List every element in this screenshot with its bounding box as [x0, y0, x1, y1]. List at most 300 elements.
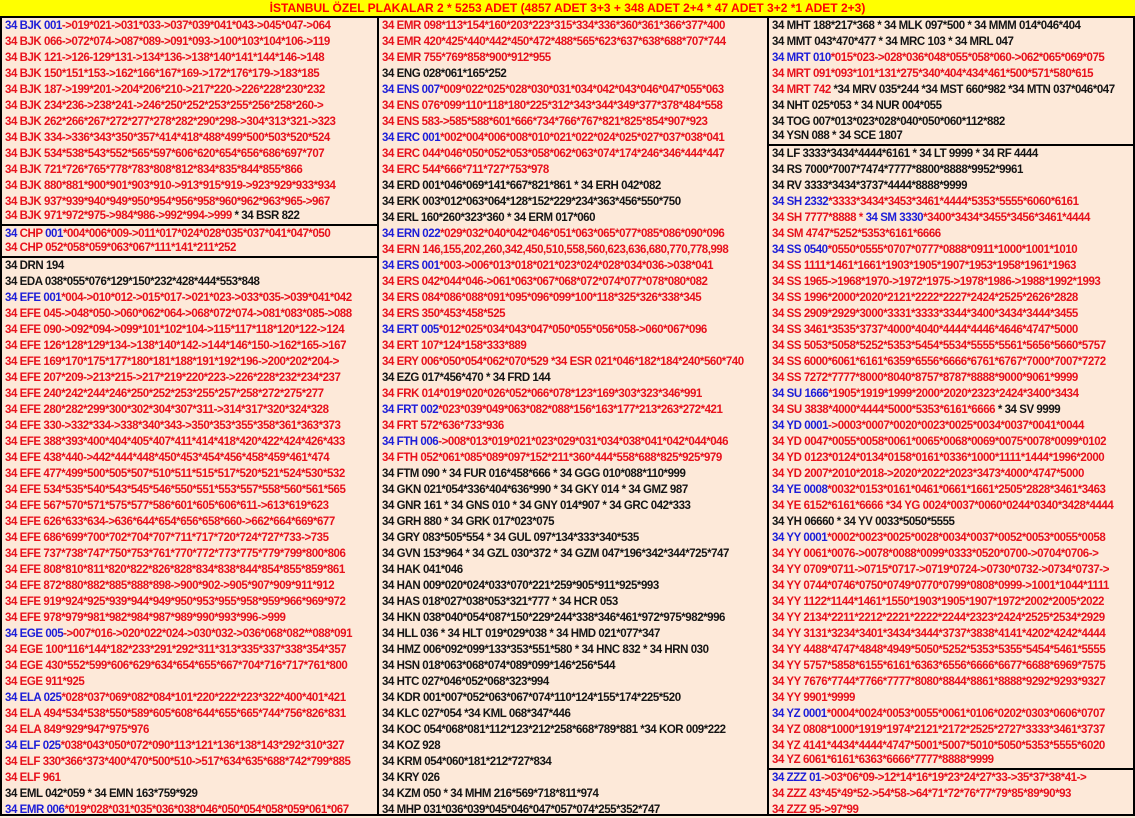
plate-row	[379, 82, 767, 98]
plate-row	[769, 210, 1133, 226]
plate-row	[2, 626, 377, 642]
plate-entry: 34 ZZZ 95->97*99	[772, 804, 859, 814]
plate-row	[379, 434, 767, 450]
plate-row	[769, 50, 1133, 66]
plate-row	[379, 386, 767, 402]
plate-row	[2, 770, 377, 786]
plate-entry: 34 ENS 007	[382, 84, 440, 96]
plate-row	[769, 258, 1133, 274]
plate-row	[2, 50, 377, 66]
plate-row	[2, 530, 377, 546]
plate-entry: 34 YY 0061*0076->0078*0088*0099*0333*0520*0700->0704*0706->	[772, 548, 1099, 560]
plate-entry: *004*006*009->011*017*024*028*035*037*041*047*050	[62, 228, 331, 240]
plate-entry: 34 ZZZ 01	[772, 772, 821, 784]
plate-entry: 34 YY 0744*0746*0750*0749*0770*0799*0808*0999->1001*1044*1111	[772, 580, 1109, 592]
plate-row	[769, 802, 1133, 814]
plate-row	[769, 738, 1133, 754]
plate-entry: ->0003*0007*0020*0023*0025*0034*0037*0041*0044	[828, 420, 1084, 432]
title-bar	[0, 0, 1135, 18]
plate-entry: 34 ERT 107*124*158*333*889	[382, 340, 527, 352]
plate-row	[2, 642, 377, 658]
plate-entry: 34 HLL 036 * 34 HLT 019*029*038 * 34 HMD 021*077*347	[382, 628, 660, 640]
plate-entry: 34 ERN 146,155,202,260,342,450,510,558,560,623,636,680,770,778,998	[382, 244, 729, 256]
plate-row	[379, 274, 767, 290]
plate-row	[2, 34, 377, 50]
plate-row	[769, 402, 1133, 418]
plate-row	[769, 754, 1133, 770]
plate-entry: 34 EFE 001	[5, 292, 62, 304]
plate-entry: 34 YY 4488*4747*4848*4949*5050*5252*5353*5355*5454*5461*5555	[772, 644, 1106, 656]
plate-entry: 34 ENS 583->585*588*601*666*734*766*767*821*825*854*907*923	[382, 116, 708, 128]
plate-row	[2, 178, 377, 194]
plate-row	[379, 66, 767, 82]
plate-entry: 34 MHP 031*036*039*045*046*047*057*074*255*352*747	[382, 804, 660, 814]
plate-entry: 34 EFE 330->332*334->338*340*343->350*353*355*358*361*363*373	[5, 420, 341, 432]
plate-row	[379, 290, 767, 306]
plate-row	[769, 66, 1133, 82]
plate-row	[379, 338, 767, 354]
plate-entry: 34 GVN 153*964 * 34 GZL 030*372 * 34 GZM 047*196*342*344*725*747	[382, 548, 729, 560]
plate-entry: 34 MRT 742	[772, 84, 834, 96]
plate-row	[379, 610, 767, 626]
plate-row	[379, 114, 767, 130]
plate-row	[2, 466, 377, 482]
plate-entry: 34 CHP 052*058*059*063*067*111*141*211*252	[5, 242, 236, 254]
plate-entry: 34 BJK 066->072*074->087*089->091*093->100*103*104*106->119	[5, 36, 330, 48]
plate-row	[379, 770, 767, 786]
plate-entry: 34 YD 0047*0055*0058*0061*0065*0068*0069*0075*0078*0099*0102	[772, 436, 1107, 448]
plate-entry: 34 GKN 021*054*336*404*636*990 * 34 GKY 014 * 34 GMZ 987	[382, 484, 688, 496]
plate-row	[2, 674, 377, 690]
plate-entry: 34 EFE 045->048*050->060*062*064->068*072*074->081*083*085->088	[5, 308, 352, 320]
plate-row	[769, 498, 1133, 514]
plate-entry: 34 TOG 007*013*023*028*040*050*060*112*882	[772, 116, 1005, 128]
plate-entry: 34 YE 0008	[772, 484, 828, 496]
plate-entry: 34 FRT 572*636*733*936	[382, 420, 504, 432]
plate-entry: *0004*0024*0053*0055*0061*0106*0202*0303*0606*0707	[826, 708, 1105, 720]
plate-entry: 34 EFE 169*170*175*177*180*181*188*191*192*196->200*202*204->	[5, 356, 339, 368]
plate-row	[769, 114, 1133, 130]
plate-entry: 34 SH 7777*8888 *	[772, 212, 866, 224]
plate-entry: *015*023->028*036*048*055*058*060->062*065*069*075	[830, 52, 1105, 64]
plate-entry: 34 ENG 028*061*165*252	[382, 68, 507, 80]
plate-entry: 34 EFE 477*499*500*505*507*510*511*515*517*520*521*524*530*532	[5, 468, 345, 480]
plate-row	[379, 242, 767, 258]
plate-entry: 34 NHT 025*053 * 34 NUR 004*055	[772, 100, 942, 112]
plate-row	[769, 642, 1133, 658]
plate-entry: 34 EGE 430*552*599*606*629*634*654*655*667*704*716*717*761*800	[5, 660, 348, 672]
plate-row	[769, 690, 1133, 706]
plate-entry: 34 EZG 017*456*470 * 34 FRD 144	[382, 372, 551, 384]
plate-entry: 34 SH 2332	[772, 196, 829, 208]
plate-row	[379, 690, 767, 706]
plate-entry: *3400*3434*3455*3456*3461*4444	[923, 212, 1090, 224]
plate-entry: 34 YY 3131*3234*3401*3434*3444*3737*3838*4141*4202*4242*4444	[772, 628, 1106, 640]
plate-row	[2, 370, 377, 386]
plate-row	[769, 514, 1133, 530]
plate-row	[769, 658, 1133, 674]
plate-row	[2, 226, 377, 242]
plate-entry: 34 BJK 534*538*543*552*565*597*606*620*654*656*686*697*707	[5, 148, 325, 160]
plate-row	[769, 626, 1133, 642]
plate-entry: 34 BJK 971*972*975->984*986->992*994->999	[5, 210, 235, 222]
plate-entry: 34 KZM 050 * 34 MHM 216*569*718*811*974	[382, 788, 599, 800]
plate-entry: *0032*0153*0161*0461*0661*1661*2505*2828*3461*3463	[827, 484, 1106, 496]
plate-row	[2, 690, 377, 706]
plate-entry: *009*022*025*028*030*031*034*042*043*046*047*055*063	[439, 84, 724, 96]
plate-entry: 34 ENS 076*099*110*118*180*225*312*343*344*349*377*378*484*558	[382, 100, 723, 112]
plate-row	[2, 322, 377, 338]
plate-row	[769, 482, 1133, 498]
plate-entry: 34 ELA 849*929*947*975*976	[5, 724, 149, 736]
plate-row	[379, 626, 767, 642]
plate-row	[2, 722, 377, 738]
plate-row	[379, 418, 767, 434]
plate-entry: 34 SS 1111*1461*1661*1903*1905*1907*1953*1958*1961*1963	[772, 260, 1076, 272]
plate-row	[2, 450, 377, 466]
plate-entry: *029*032*040*042*046*051*063*065*077*085*086*090*096	[440, 228, 725, 240]
plate-row	[2, 194, 377, 210]
plate-row	[2, 98, 377, 114]
plate-row	[379, 498, 767, 514]
plate-entry: 34 YY 9901*9999	[772, 692, 855, 704]
plate-entry: 34 ERS 350*453*458*525	[382, 308, 506, 320]
plate-entry: 34 SS 7272*7777*8000*8040*8757*8787*8888*9000*9061*9999	[772, 372, 1078, 384]
plate-row	[769, 722, 1133, 738]
plate-entry: 34 ELF 330*366*373*400*470*500*510->517*634*635*688*742*799*885	[5, 756, 351, 768]
plate-row	[2, 354, 377, 370]
plate-entry: 34 EGE 911*925	[5, 676, 85, 688]
plate-row	[379, 402, 767, 418]
plate-entry: * 34 SV 9999	[997, 404, 1061, 416]
plate-row	[379, 594, 767, 610]
plate-row	[2, 738, 377, 754]
plate-entry: 34 YY 0001	[772, 532, 828, 544]
plate-row	[2, 546, 377, 562]
plate-entry: 34 MRT 010	[772, 52, 831, 64]
plate-entry: 34 SU 1666	[772, 388, 829, 400]
plate-entry: 34 YY 5757*5858*6155*6161*6363*6556*6666*6677*6688*6969*7575	[772, 660, 1106, 672]
plate-row	[2, 418, 377, 434]
plate-row	[2, 754, 377, 770]
plate-row	[2, 290, 377, 306]
plate-row	[379, 50, 767, 66]
plate-entry: *003->006*013*018*021*023*024*028*034*036->038*041	[439, 260, 714, 272]
plate-entry: *34 MRV 035*244 *34 MST 660*982 *34 MTN 037*046*047	[833, 84, 1115, 96]
plate-entry: 34 FRT 002	[382, 404, 439, 416]
plate-entry: 34 FTM 090 * 34 FUR 016*458*666 * 34 GGG 010*088*110*999	[382, 468, 686, 480]
plate-entry: 34 EFE 090->092*094->099*101*102*104->115*117*118*120*122->124	[5, 324, 345, 336]
plate-entry: 34 BJK 721*726*765*778*783*808*812*834*835*844*855*866	[5, 164, 303, 176]
plate-entry: 34 EFE 872*880*882*885*888*898->900*902->905*907*909*911*912	[5, 580, 335, 592]
plate-entry: 34 EMR 006	[5, 804, 65, 814]
plate-entry: 34 YZ 0808*1000*1919*1974*2121*2172*2525*2727*3333*3461*3737	[772, 724, 1105, 736]
plate-entry: 34 RV 3333*3434*3737*4444*8888*9999	[772, 180, 968, 192]
plate-entry: 34 BJK 187->199*201->204*206*210->217*220->226*228*230*232	[5, 84, 325, 96]
plate-entry: 34 EML 042*059 * 34 EMN 163*759*929	[5, 788, 198, 800]
plate-row	[769, 418, 1133, 434]
plate-entry: 34 ERK 003*012*063*064*128*152*229*234*363*456*550*750	[382, 196, 681, 208]
plate-entry: *028*037*069*082*084*101*220*222*223*322*400*401*421	[61, 692, 346, 704]
plate-entry: 34 ERS 084*086*088*091*095*096*099*100*118*325*326*338*345	[382, 292, 702, 304]
plate-row	[769, 434, 1133, 450]
plate-row	[2, 514, 377, 530]
plate-row	[2, 562, 377, 578]
plate-row	[379, 706, 767, 722]
plate-row	[2, 258, 377, 274]
plate-entry: * 34 BSR 822	[234, 210, 300, 222]
plate-row	[769, 530, 1133, 546]
plate-entry: 34 ERC 544*666*711*727*753*978	[382, 164, 549, 176]
plate-entry: 34 YD 0001	[772, 420, 829, 432]
plate-row	[2, 306, 377, 322]
plate-entry: 34 KOC 054*068*081*112*123*212*258*668*789*881 *34 KOR 009*222	[382, 724, 726, 736]
plate-entry: 34 FRK 014*019*020*026*052*066*078*123*169*303*323*346*991	[382, 388, 702, 400]
plate-row	[769, 338, 1133, 354]
plate-row	[769, 178, 1133, 194]
plate-row	[2, 594, 377, 610]
plate-row	[769, 546, 1133, 562]
plate-row	[2, 402, 377, 418]
plate-row	[2, 802, 377, 814]
plate-entry: 34 YY 0709*0711->0715*0717->0719*0724->0730*0732->0734*0737->	[772, 564, 1109, 576]
plate-row	[769, 130, 1133, 146]
plate-row	[769, 18, 1133, 34]
plate-entry: 34 EMR 420*425*440*442*450*472*488*565*623*637*638*688*707*744	[382, 36, 726, 48]
plate-entry: 34 YD 2007*2010*2018->2020*2022*2023*3473*4000*4747*5000	[772, 468, 1084, 480]
plate-row	[379, 226, 767, 242]
plate-entry: 34 FTH 006	[382, 436, 439, 448]
plate-row	[2, 482, 377, 498]
plate-row	[379, 322, 767, 338]
plate-entry: 34 EFE 686*699*700*702*704*707*711*717*720*724*727*733->735	[5, 532, 329, 544]
plate-entry: 34 MHT 188*217*368 * 34 MLK 097*500 * 34 MMM 014*046*404	[772, 20, 1081, 32]
plate-entry: 34 HAS 018*027*038*053*321*777 * 34 HCR 053	[382, 596, 618, 608]
plate-entry: 34 ELF 025	[5, 740, 61, 752]
plate-entry: 34 HTC 027*046*052*068*323*994	[382, 676, 549, 688]
plate-entry: 34 MRT 091*093*101*131*275*340*404*434*461*500*571*580*615	[772, 68, 1094, 80]
plate-entry: 34 YZ 0001	[772, 708, 827, 720]
plate-entry: 34 YZ 6061*6161*6363*6666*7777*8888*9999	[772, 754, 994, 766]
plate-entry: 34 HMZ 006*092*099*133*353*551*580 * 34 HNC 832 * 34 HRN 030	[382, 644, 709, 656]
plate-entry: 34 KLC 027*054 *34 KML 068*347*446	[382, 708, 571, 720]
plate-entry: 34 KOZ 928	[382, 740, 441, 752]
plate-entry: 34 BJK 150*151*153->162*166*167*169->172*176*179->183*185	[5, 68, 320, 80]
plate-entry: 34 ERS 042*044*046->061*063*067*068*072*074*077*078*080*082	[382, 276, 708, 288]
plate-entry: 34 EFE 388*393*400*404*405*407*411*414*418*420*422*424*426*433	[5, 436, 345, 448]
plate-entry: 34 YD 0123*0124*0134*0158*0161*0336*1000*1111*1444*1996*2000	[772, 452, 1105, 464]
plate-entry: 34 SM 4747*5252*5353*6161*6666	[772, 228, 941, 240]
plate-entry: 34 GRY 083*505*554 * 34 GUL 097*134*333*340*535	[382, 532, 639, 544]
plate-row	[769, 226, 1133, 242]
plate-entry: 34 KRY 026	[382, 772, 440, 784]
plate-row	[379, 98, 767, 114]
plate-entry: 34 BJK 880*881*900*901*903*910->913*915*919->923*929*933*934	[5, 180, 336, 192]
plate-entry: 34 BJK 262*266*267*272*277*278*282*290*298->304*313*321->323	[5, 116, 336, 128]
plate-row	[379, 258, 767, 274]
plate-row	[379, 194, 767, 210]
plate-entry: 34 BJK 001	[5, 20, 62, 32]
plate-row	[379, 658, 767, 674]
plate-row	[769, 290, 1133, 306]
plate-row	[769, 466, 1133, 482]
plate-entry: 34 LF 3333*3434*4444*6161 * 34 LT 9999 * 34 RF 4444	[772, 148, 1038, 160]
plate-row	[379, 34, 767, 50]
plate-row	[769, 706, 1133, 722]
plate-entry: 34 KRM 054*060*181*212*727*834	[382, 756, 552, 768]
page-title: İSTANBUL ÖZEL PLAKALAR 2 * 5253 ADET (4857 ADET 3+3 + 348 ADET 2+4 * 47 ADET 3+2 *1 ADET 2+3)	[269, 1, 866, 15]
plate-row	[2, 210, 377, 226]
plate-entry: 34 EFE 567*570*571*575*577*586*601*605*606*611->613*619*623	[5, 500, 329, 512]
plate-entry: 34 YY 1122*1144*1461*1550*1903*1905*1907*1972*2002*2005*2022	[772, 596, 1105, 608]
plate-entry: 34 ERC 001	[382, 132, 441, 144]
plate-entry: 34 BJK 121->126-129*131->134*136->138*140*141*144*146->148	[5, 52, 325, 64]
plate-row	[2, 146, 377, 162]
plate-entry: 34 MMT 043*470*477 * 34 MRC 103 * 34 MRL 047	[772, 36, 1014, 48]
plate-row	[379, 674, 767, 690]
plate-row	[769, 562, 1133, 578]
plate-row	[769, 274, 1133, 290]
plate-row	[379, 370, 767, 386]
plate-row	[379, 786, 767, 802]
plate-row	[379, 738, 767, 754]
plate-entry: 34 EFE 126*128*129*134->138*140*142->144*146*150->162*165->167	[5, 340, 347, 352]
plate-entry: *0550*0555*0707*0777*0888*0911*1000*1001*1010	[827, 244, 1078, 256]
plate-row	[2, 242, 377, 258]
plate-row	[379, 642, 767, 658]
plate-row	[379, 178, 767, 194]
plate-row	[769, 242, 1133, 258]
plate-entry: 34 GNR 161 * 34 GNS 010 * 34 GNY 014*907 * 34 GRC 042*333	[382, 500, 691, 512]
plate-entry: *1905*1919*1999*2000*2020*2323*2424*3400*3434	[828, 388, 1079, 400]
plate-entry: 34 HKN 038*040*054*087*150*229*244*338*346*461*972*975*982*996	[382, 612, 725, 624]
plate-entry: 34 SS 1965->1968*1970->1972*1975->1978*1986->1988*1992*1993	[772, 276, 1101, 288]
plate-row	[769, 386, 1133, 402]
plate-entry: *038*043*050*072*090*113*121*136*138*143*292*310*327	[60, 740, 345, 752]
plate-row	[2, 386, 377, 402]
plate-row	[769, 306, 1133, 322]
plate-entry: 34 EFE 207*209->213*215->217*219*220*223->226*228*232*234*237	[5, 372, 341, 384]
plate-entry: 34 EFE 280*282*299*300*302*304*307*311->314*317*320*324*328	[5, 404, 329, 416]
plate-entry: 34 DRN 194	[5, 260, 64, 272]
plate-entry: ->007*016->020*022*024->030*032->036*068*082**088*091	[63, 628, 353, 640]
plate-row	[379, 578, 767, 594]
plate-entry: 34 ERS 001	[382, 260, 440, 272]
plate-row	[2, 274, 377, 290]
plate-entry: ->019*021->031*033->037*039*041*043->045*047->064	[61, 20, 331, 32]
plate-row	[769, 34, 1133, 50]
plate-entry: 34 BJK 334->336*343*350*357*414*418*488*499*500*503*520*524	[5, 132, 330, 144]
plate-row	[379, 562, 767, 578]
plate-entry: 34 ERY 006*050*054*062*070*529 *34 ESR 021*046*182*184*240*560*740	[382, 356, 744, 368]
plate-entry: 34 ELA 494*534*538*550*589*605*608*644*655*665*744*756*826*831	[5, 708, 346, 720]
plate-entry: 34 EFE 534*535*540*543*545*546*550*551*553*557*558*560*561*565	[5, 484, 346, 496]
plate-row	[2, 706, 377, 722]
plate-row	[769, 194, 1133, 210]
plate-entry: *012*025*034*043*047*050*055*056*058->060*067*096	[438, 324, 707, 336]
plate-entry: 34 SS 6000*6061*6161*6359*6556*6666*6761*6767*7000*7007*7272	[772, 356, 1106, 368]
plate-entry: 34 EFE 737*738*747*750*753*761*770*772*773*775*779*799*800*806	[5, 548, 346, 560]
plate-row	[2, 658, 377, 674]
plate-entry: 34 GRH 880 * 34 GRK 017*023*075	[382, 516, 555, 528]
plate-row	[2, 610, 377, 626]
plate-row	[379, 754, 767, 770]
plate-entry: 34 ERC 044*046*050*052*053*058*062*063*074*174*246*346*444*447	[382, 148, 725, 160]
plate-row	[2, 66, 377, 82]
plate-entry: 34 ERD 001*046*069*141*667*821*861 * 34 ERH 042*082	[382, 180, 661, 192]
plate-row	[2, 82, 377, 98]
plate-entry: *023*039*049*063*082*088*156*163*177*213*263*272*421	[438, 404, 723, 416]
plate-entry: 34 YY 2134*2211*2212*2221*2222*2244*2323*2424*2525*2534*2929	[772, 612, 1105, 624]
plate-entry: 001	[45, 228, 63, 240]
plate-row	[379, 210, 767, 226]
plate-row	[2, 338, 377, 354]
plate-row	[2, 578, 377, 594]
plate-entry: 34 SS 3461*3535*3737*4000*4040*4444*4446*4646*4747*5000	[772, 324, 1078, 336]
plate-row	[379, 802, 767, 814]
plate-row	[769, 674, 1133, 690]
plate-column-1	[2, 18, 379, 814]
plate-entry: 34 SU 3838*4000*4444*5000*5353*6161*6666	[772, 404, 998, 416]
plate-entry: *0002*0023*0025*0028*0034*0037*0052*0053*0055*0058	[827, 532, 1106, 544]
plate-row	[769, 162, 1133, 178]
plate-entry: 34 EFE 808*810*811*820*822*826*828*834*838*844*854*855*859*861	[5, 564, 345, 576]
plate-entry: 34 SS 2909*2929*3000*3331*3333*3344*3400*3434*3444*3455	[772, 308, 1078, 320]
plate-entry: 34 HAK 041*046	[382, 564, 463, 576]
plate-entry: 34 YE 6152*6161*6666 *34 YG 0024*0037*0060*0244*0340*3428*4444	[772, 500, 1114, 512]
plate-row	[379, 546, 767, 562]
plate-row	[2, 114, 377, 130]
plate-entry: 34 SS 5053*5058*5252*5353*5454*5534*5555*5561*5656*5660*5757	[772, 340, 1106, 352]
plate-row	[769, 370, 1133, 386]
plate-entry: 34 EFE 978*979*981*982*984*987*989*990*993*996->999	[5, 612, 286, 624]
plate-entry: 34 EFE 240*242*244*246*250*252*253*255*257*258*272*275*277	[5, 388, 324, 400]
plate-row	[379, 450, 767, 466]
plate-row	[379, 130, 767, 146]
plate-entry: 34 SS 1996*2000*2020*2121*2222*2227*2424*2525*2626*2828	[772, 292, 1078, 304]
plate-row	[769, 594, 1133, 610]
plate-entry: 34 SS 0540	[772, 244, 828, 256]
plate-entry: 34 BJK 937*939*940*949*950*954*956*958*960*962*963*965->967	[5, 196, 330, 208]
plate-entry: 34 YY 7676*7744*7766*7777*8080*8844*8861*8888*9292*9293*9327	[772, 676, 1106, 688]
plate-row	[2, 18, 377, 34]
plate-row	[379, 162, 767, 178]
plate-entry: 34 SM 3330	[865, 212, 924, 224]
plate-entry: 34 HSN 018*063*068*074*089*099*146*256*544	[382, 660, 616, 672]
plate-row	[379, 722, 767, 738]
plate-row	[769, 82, 1133, 98]
plate-entry: 34 EMR 755*769*858*900*912*955	[382, 52, 551, 64]
plate-entry: 34 YH 06660 * 34 YV 0033*5050*5555	[772, 516, 955, 528]
plate-entry: 34 YZ 4141*4434*4444*4747*5001*5007*5010*5050*5353*5555*6020	[772, 740, 1105, 752]
plate-row	[2, 498, 377, 514]
plate-entry: ->03*06*09->12*14*16*19*23*24*27*33->35*37*38*41->	[821, 772, 1087, 784]
plate-entry: 34	[5, 228, 20, 240]
plate-entry: *004->010*012->015*017->021*023->033*035->039*041*042	[61, 292, 352, 304]
plate-row	[769, 98, 1133, 114]
plate-row	[769, 354, 1133, 370]
plate-row	[769, 450, 1133, 466]
plate-row	[2, 162, 377, 178]
plate-row	[379, 354, 767, 370]
plate-row	[379, 146, 767, 162]
plate-entry: ->008*013*019*021*023*029*031*034*038*041*042*044*046	[438, 436, 729, 448]
plate-row	[769, 770, 1133, 786]
plate-entry: 34 ERT 005	[382, 324, 439, 336]
plate-entry: 34 YSN 088 * 34 SCE 1807	[772, 130, 903, 142]
plate-table	[0, 18, 1135, 816]
plate-entry: *002*004*006*008*010*021*022*024*025*027*037*038*041	[440, 132, 725, 144]
